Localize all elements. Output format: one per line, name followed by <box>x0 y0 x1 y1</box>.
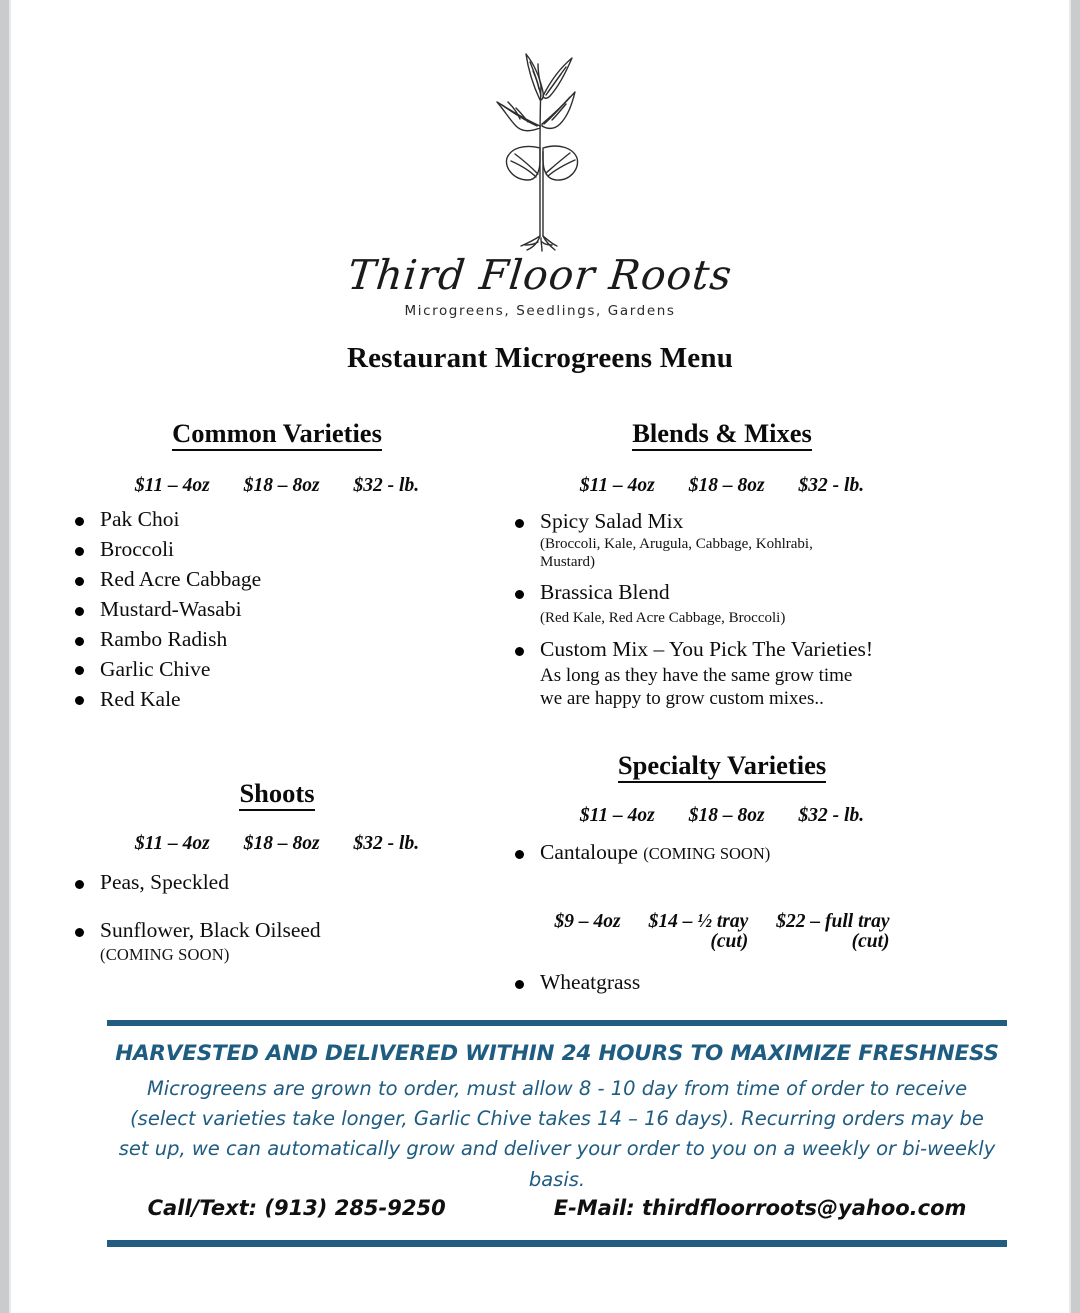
price-full-tray-main: $22 – full tray <box>776 910 890 932</box>
list-item <box>57 917 497 964</box>
item-label: Brassica Blend <box>540 580 670 605</box>
tray-price-row <box>497 911 947 953</box>
item-label: Pak Choi <box>100 507 180 531</box>
section-heading: Common Varieties <box>57 418 497 449</box>
price-lb: $32 - lb. <box>798 805 865 826</box>
list-item <box>57 536 497 564</box>
bullet-icon <box>75 666 84 675</box>
phone-contact[interactable]: Call/Text: (913) 285-9250 <box>147 1196 446 1220</box>
price-row <box>497 475 947 497</box>
price-half-tray <box>649 911 749 953</box>
list-item <box>57 869 497 897</box>
footer-body: Microgreens are grown to order, must allow 8 - 10 day from time of order to receive (select varieties take longer, Garlic Chive takes 14 – 16 days). Recurring orders may be set up, we can automatically grow and deliver your order to you on a weekly or bi-weekly basis. <box>118 1077 996 1191</box>
list-item <box>497 636 947 710</box>
price-8oz: $18 – 8oz <box>688 475 765 496</box>
blend-list <box>497 508 947 710</box>
item-label: Spicy Salad Mix <box>540 509 684 533</box>
item-label: Wheatgrass <box>540 969 641 994</box>
section-specialty-varieties <box>497 750 947 999</box>
email-contact[interactable]: E-Mail: thirdfloorroots@yahoo.com <box>553 1196 967 1220</box>
seedling-sketch-icon <box>480 40 600 252</box>
section-common-varieties <box>57 418 497 716</box>
item-label: Red Acre Cabbage <box>100 566 262 591</box>
price-row <box>57 833 497 855</box>
price-lb: $32 - lb. <box>353 475 420 496</box>
bullet-icon <box>515 519 524 528</box>
section-heading: Shoots <box>57 778 497 809</box>
list-item <box>497 579 947 628</box>
price-full-tray-sub: (cut) <box>851 930 890 952</box>
price-4oz: $11 – 4oz <box>579 475 655 496</box>
item-note: (COMING SOON) <box>100 944 230 964</box>
item-note: (Broccoli, Kale, Arugula, Cabbage, Kohlrabi, Mustard) <box>540 535 813 570</box>
price-half-tray-sub: (cut) <box>710 930 749 952</box>
shoot-list <box>57 869 497 964</box>
section-blends-mixes <box>497 418 947 712</box>
bullet-icon <box>75 607 84 616</box>
page-title: Restaurant Microgreens Menu <box>346 342 734 374</box>
item-label: Peas, Speckled <box>100 870 229 894</box>
contact-row <box>107 1196 1007 1220</box>
list-item <box>497 839 947 867</box>
item-label: Sunflower, Black Oilseed <box>100 917 321 942</box>
bullet-icon <box>515 590 524 599</box>
price-row <box>57 475 497 497</box>
logo-wordmark: Third Floor Roots <box>345 251 735 299</box>
section-shoots <box>57 778 497 966</box>
item-note: (COMING SOON) <box>643 844 771 863</box>
footer-note <box>107 1041 1007 1195</box>
item-label: Rambo Radish <box>100 626 228 651</box>
list-item <box>497 969 947 997</box>
bullet-icon <box>515 980 524 989</box>
list-item <box>57 656 497 684</box>
item-note: (Red Kale, Red Acre Cabbage, Broccoli) <box>540 610 786 627</box>
bullet-icon <box>515 647 524 656</box>
page-right-inner <box>1069 0 1071 1313</box>
list-item <box>57 686 497 714</box>
price-lb: $32 - lb. <box>353 833 420 854</box>
price-4oz: $11 – 4oz <box>134 475 210 496</box>
bullet-icon <box>515 850 524 859</box>
footer-headline: HARVESTED AND DELIVERED WITHIN 24 HOURS TO MAXIMIZE FRESHNESS <box>115 1041 999 1066</box>
price-8oz: $18 – 8oz <box>688 805 765 826</box>
price-half-tray-main: $14 – ½ tray <box>648 910 749 932</box>
bullet-icon <box>75 517 84 526</box>
item-label: Red Kale <box>100 686 181 711</box>
bullet-icon <box>75 547 84 556</box>
item-label: Cantaloupe <box>540 840 638 864</box>
bullet-icon <box>75 928 84 937</box>
bullet-icon <box>75 637 84 646</box>
bullet-icon <box>75 880 84 889</box>
page-left-edge <box>0 0 9 1313</box>
list-item <box>57 566 497 594</box>
section-heading: Blends & Mixes <box>497 418 947 449</box>
item-description: As long as they have the same grow time we are happy to grow custom mixes.. <box>540 664 853 710</box>
price-4oz: $11 – 4oz <box>134 833 210 854</box>
price-9-4oz: $9 – 4oz <box>554 910 621 932</box>
variety-list <box>57 506 497 714</box>
section-heading: Specialty Varieties <box>497 750 947 781</box>
list-item <box>57 506 497 534</box>
bullet-icon <box>75 696 84 705</box>
price-row <box>497 805 947 827</box>
bullet-icon <box>75 577 84 586</box>
price-4oz: $11 – 4oz <box>579 805 655 826</box>
item-label: Mustard-Wasabi <box>100 596 242 621</box>
item-label: Garlic Chive <box>100 656 211 681</box>
price-lb: $32 - lb. <box>798 475 865 496</box>
specialty-list <box>497 839 947 867</box>
logo-tagline: Microgreens, Seedlings, Gardens <box>404 303 676 320</box>
price-8oz: $18 – 8oz <box>243 833 320 854</box>
page-right-edge <box>1071 0 1080 1313</box>
list-item <box>57 596 497 624</box>
tray-list <box>497 969 947 997</box>
price-8oz: $18 – 8oz <box>243 475 320 496</box>
item-label: Custom Mix – You Pick The Varieties! <box>540 636 874 661</box>
list-item <box>497 508 947 571</box>
divider-bottom <box>107 1240 1007 1247</box>
list-item <box>57 626 497 654</box>
divider-top <box>107 1020 1007 1026</box>
paper-sheet <box>11 0 1069 1313</box>
brand-logo <box>11 40 1069 319</box>
item-label: Broccoli <box>100 536 175 561</box>
price-full-tray <box>776 911 889 953</box>
